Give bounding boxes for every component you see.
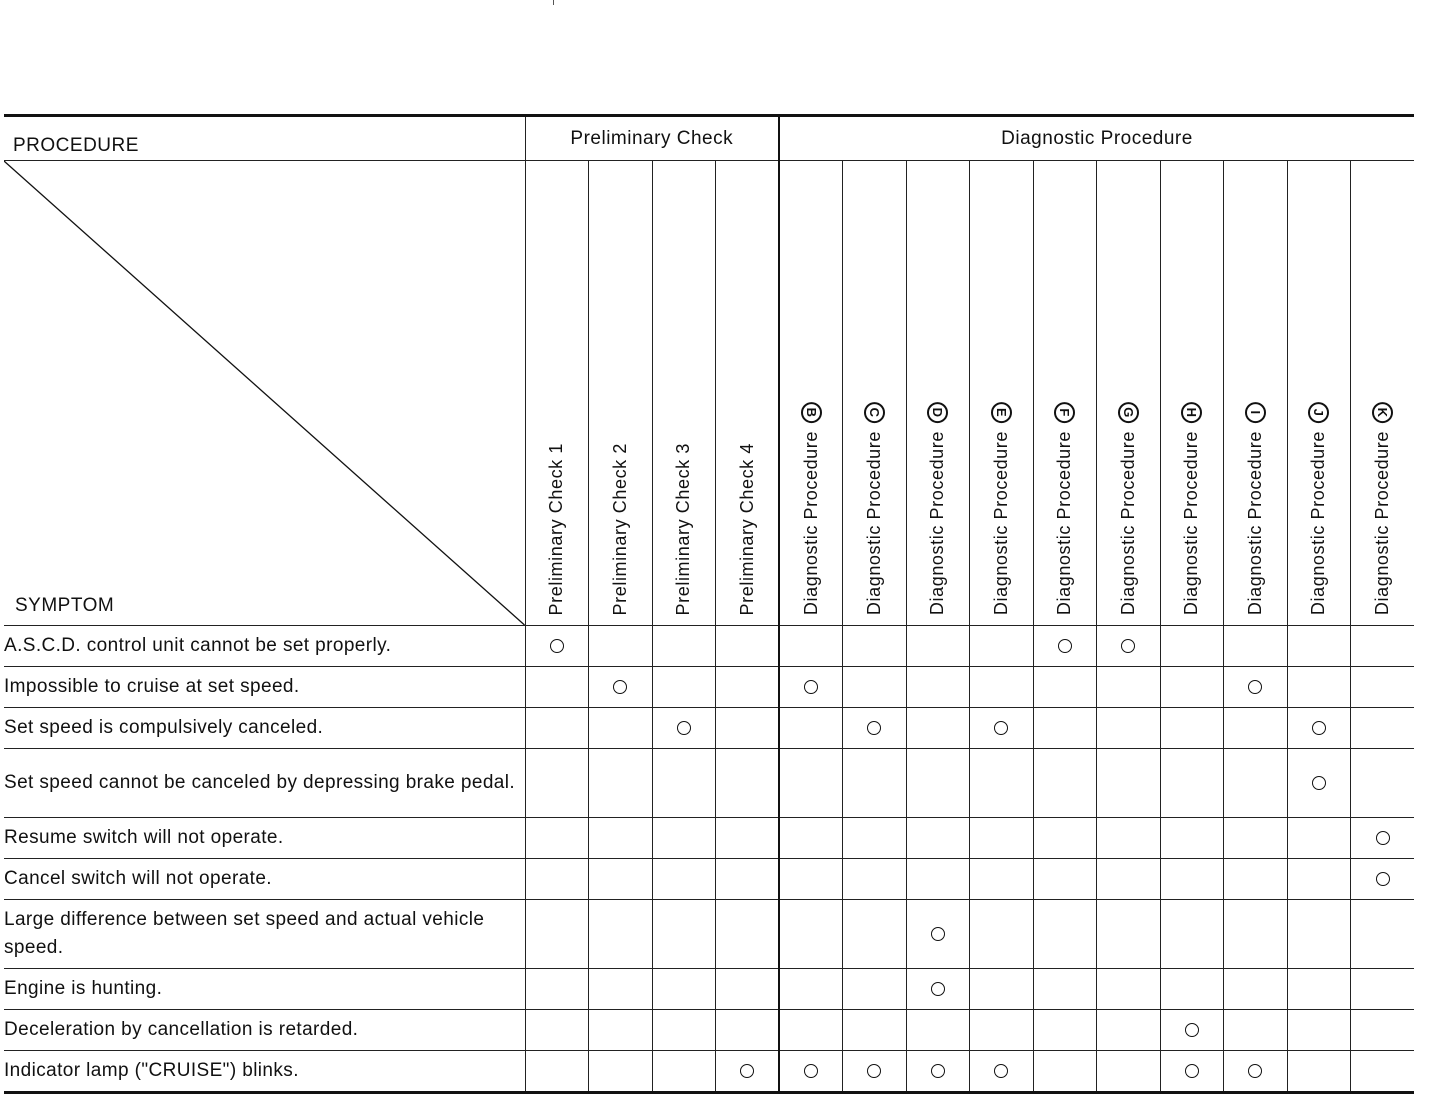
column-header-4 [716,161,780,626]
matrix-cell [970,1010,1034,1051]
matrix-cell [1097,818,1161,859]
column-header-13 [1287,161,1351,626]
applicable-circle-mark [994,721,1008,735]
table-row [4,818,1414,859]
matrix-cell [716,749,780,818]
matrix-cell [1160,667,1224,708]
matrix-cell [652,626,716,667]
matrix-cell [906,969,970,1010]
matrix-cell [843,667,907,708]
applicable-circle-mark [931,982,945,996]
matrix-cell [843,708,907,749]
circled-letter: G [1118,402,1139,423]
matrix-cell [1033,626,1097,667]
matrix-cell [1287,900,1351,969]
applicable-circle-mark [1058,639,1072,653]
matrix-cell [589,818,653,859]
matrix-cell [716,667,780,708]
matrix-cell [716,900,780,969]
column-header-label: Diagnostic Procedure [1372,430,1392,615]
table-row [4,1010,1414,1051]
matrix-cell [1287,749,1351,818]
matrix-cell [589,708,653,749]
matrix-cell [1351,708,1415,749]
applicable-circle-mark [1376,872,1390,886]
matrix-cell [652,708,716,749]
matrix-cell [970,969,1034,1010]
matrix-cell [1351,626,1415,667]
page-tick-mark [553,0,554,5]
group-header-row [4,116,1414,161]
column-header-11 [1160,161,1224,626]
matrix-cell [1033,859,1097,900]
circled-letter: H [1181,402,1202,423]
matrix-cell [1033,818,1097,859]
matrix-cell [1033,667,1097,708]
column-header-label: Preliminary Check 4 [736,442,757,615]
applicable-circle-mark [931,1064,945,1078]
symptom-corner-cell [4,161,525,626]
matrix-cell [906,1010,970,1051]
column-header-7 [906,161,970,626]
matrix-cell [1351,900,1415,969]
matrix-cell [970,749,1034,818]
matrix-cell [1351,667,1415,708]
column-header-8 [970,161,1034,626]
matrix-cell [652,818,716,859]
matrix-cell [589,749,653,818]
matrix-cell [1097,859,1161,900]
matrix-cell [779,969,843,1010]
matrix-cell [779,859,843,900]
matrix-cell [970,1051,1034,1093]
applicable-circle-mark [613,680,627,694]
matrix-cell [652,1010,716,1051]
matrix-cell [1351,859,1415,900]
table-row [4,667,1414,708]
column-header-10 [1097,161,1161,626]
symptom-cell: A.S.C.D. control unit cannot be set properly. [4,626,525,667]
matrix-cell [1097,900,1161,969]
matrix-cell [970,626,1034,667]
matrix-cell [525,818,589,859]
matrix-cell [1160,969,1224,1010]
matrix-cell [906,667,970,708]
table-row [4,969,1414,1010]
matrix-cell [1033,749,1097,818]
matrix-cell [1097,969,1161,1010]
matrix-cell [652,900,716,969]
table-row [4,749,1414,818]
table-row [4,708,1414,749]
matrix-cell [779,1051,843,1093]
matrix-cell [779,818,843,859]
matrix-cell [843,1051,907,1093]
procedure-header: PROCEDURE [4,116,525,161]
matrix-cell [1097,626,1161,667]
matrix-cell [1224,626,1288,667]
column-header-label: Diagnostic Procedure [863,430,884,615]
matrix-cell [906,859,970,900]
circled-letter: I [1245,402,1266,423]
matrix-cell [1287,708,1351,749]
circled-letter: B [801,402,822,423]
table-row [4,900,1414,969]
applicable-circle-mark [1376,831,1390,845]
symptom-cell: Resume switch will not operate. [4,818,525,859]
applicable-circle-mark [1185,1064,1199,1078]
matrix-cell [843,749,907,818]
matrix-cell [1287,1051,1351,1093]
matrix-cell [716,1010,780,1051]
matrix-cell [1351,818,1415,859]
symptom-header: SYMPTOM [15,595,115,616]
column-header-2 [589,161,653,626]
matrix-cell [1097,667,1161,708]
symptom-cell: Engine is hunting. [4,969,525,1010]
column-header-label: Preliminary Check 3 [673,442,694,615]
applicable-circle-mark [931,927,945,941]
matrix-cell [1033,1051,1097,1093]
matrix-cell [1224,1010,1288,1051]
matrix-cell [525,859,589,900]
matrix-cell [1160,900,1224,969]
column-header-label: Preliminary Check 1 [546,442,567,615]
matrix-cell [779,626,843,667]
table-row [4,626,1414,667]
matrix-body [4,626,1414,1093]
matrix-cell [589,1051,653,1093]
applicable-circle-mark [550,639,564,653]
matrix-cell [525,749,589,818]
matrix-cell [779,900,843,969]
matrix-cell [779,1010,843,1051]
column-header-5 [779,161,843,626]
matrix-cell [1287,667,1351,708]
matrix-cell [1097,1010,1161,1051]
applicable-circle-mark [677,721,691,735]
matrix-cell [1224,900,1288,969]
matrix-cell [589,667,653,708]
circled-letter: D [927,402,948,423]
applicable-circle-mark [740,1064,754,1078]
matrix-cell [1160,626,1224,667]
matrix-cell [652,1051,716,1093]
circled-letter: C [864,402,885,423]
matrix-cell [1287,626,1351,667]
matrix-cell [843,626,907,667]
applicable-circle-mark [804,1064,818,1078]
column-header-1 [525,161,589,626]
matrix-cell [525,1010,589,1051]
matrix-cell [1160,859,1224,900]
matrix-cell [843,1010,907,1051]
matrix-cell [1160,1010,1224,1051]
matrix-cell [589,626,653,667]
column-header-6 [843,161,907,626]
circled-letter: E [991,402,1012,423]
matrix-cell [652,749,716,818]
matrix-cell [1160,749,1224,818]
matrix-cell [906,1051,970,1093]
symptom-cell: Cancel switch will not operate. [4,859,525,900]
diagnostic-procedure-group-header: Diagnostic Procedure [779,116,1414,161]
matrix-cell [525,969,589,1010]
matrix-cell [1160,818,1224,859]
matrix-cell [1287,1010,1351,1051]
matrix-cell [843,900,907,969]
matrix-cell [1033,708,1097,749]
circled-letter: K [1372,402,1393,423]
applicable-circle-mark [867,1064,881,1078]
matrix-cell [525,626,589,667]
symptom-cell: Deceleration by cancellation is retarded. [4,1010,525,1051]
applicable-circle-mark [1312,721,1326,735]
matrix-cell [843,818,907,859]
column-header-14 [1351,161,1415,626]
matrix-cell [1224,1051,1288,1093]
applicable-circle-mark [1312,776,1326,790]
table-row [4,1051,1414,1093]
matrix-cell [970,667,1034,708]
matrix-cell [1224,667,1288,708]
matrix-cell [589,969,653,1010]
matrix-cell [589,900,653,969]
applicable-circle-mark [804,680,818,694]
column-header-9 [1033,161,1097,626]
matrix-cell [1224,749,1288,818]
matrix-cell [1224,859,1288,900]
matrix-cell [652,667,716,708]
column-header-row [4,161,1414,626]
matrix-cell [779,667,843,708]
matrix-cell [716,859,780,900]
column-header-label: Diagnostic Procedure [1117,430,1138,615]
applicable-circle-mark [1248,1064,1262,1078]
matrix-cell [970,900,1034,969]
matrix-cell [716,708,780,749]
matrix-cell [1224,818,1288,859]
applicable-circle-mark [1185,1023,1199,1037]
matrix-cell [716,626,780,667]
column-header-label: Diagnostic Procedure [800,430,821,615]
matrix-cell [716,818,780,859]
matrix-cell [1097,749,1161,818]
matrix-cell [1160,1051,1224,1093]
symptom-cell: Large difference between set speed and actual vehicle speed. [4,900,525,969]
column-header-3 [652,161,716,626]
matrix-cell [1351,1010,1415,1051]
preliminary-check-group-header: Preliminary Check [525,116,779,161]
matrix-cell [525,708,589,749]
matrix-cell [652,859,716,900]
applicable-circle-mark [1248,680,1262,694]
matrix-cell [716,969,780,1010]
matrix-cell [970,708,1034,749]
symptom-cell: Set speed cannot be canceled by depressing brake pedal. [4,749,525,818]
matrix-cell [1287,859,1351,900]
matrix-cell [906,626,970,667]
matrix-cell [1351,969,1415,1010]
diagonal-divider [4,161,525,625]
matrix-cell [1287,818,1351,859]
matrix-cell [906,818,970,859]
matrix-cell [970,859,1034,900]
matrix-cell [779,749,843,818]
column-header-label: Preliminary Check 2 [609,442,630,615]
matrix-cell [1033,900,1097,969]
matrix-cell [906,749,970,818]
matrix-cell [843,859,907,900]
table-row [4,859,1414,900]
matrix-cell [525,900,589,969]
matrix-cell [970,818,1034,859]
matrix-cell [843,969,907,1010]
applicable-circle-mark [994,1064,1008,1078]
matrix-cell [525,1051,589,1093]
matrix-cell [589,859,653,900]
matrix-cell [1351,749,1415,818]
matrix-cell [1224,969,1288,1010]
matrix-cell [1224,708,1288,749]
column-header-label: Diagnostic Procedure [990,430,1011,615]
applicable-circle-mark [867,721,881,735]
column-header-label: Diagnostic Procedure [1244,430,1265,615]
matrix-cell [716,1051,780,1093]
applicable-circle-mark [1121,639,1135,653]
matrix-cell [906,708,970,749]
matrix-cell [652,969,716,1010]
circled-letter: F [1054,402,1075,423]
column-header-label: Diagnostic Procedure [1308,430,1329,615]
matrix-cell [1033,1010,1097,1051]
circled-letter: J [1308,402,1329,423]
symptom-cell: Set speed is compulsively canceled. [4,708,525,749]
matrix-cell [1287,969,1351,1010]
column-header-label: Diagnostic Procedure [927,430,948,615]
column-header-label: Diagnostic Procedure [1054,430,1075,615]
matrix-cell [589,1010,653,1051]
matrix-cell [779,708,843,749]
matrix-cell [1351,1051,1415,1093]
column-header-12 [1224,161,1288,626]
matrix-cell [906,900,970,969]
matrix-cell [1160,708,1224,749]
symptom-cell: Impossible to cruise at set speed. [4,667,525,708]
matrix-cell [1097,1051,1161,1093]
matrix-cell [1097,708,1161,749]
symptom-procedure-matrix [4,114,1414,1094]
matrix-cell [525,667,589,708]
column-header-label: Diagnostic Procedure [1181,430,1202,615]
symptom-cell: Indicator lamp ("CRUISE") blinks. [4,1051,525,1093]
matrix-cell [1033,969,1097,1010]
